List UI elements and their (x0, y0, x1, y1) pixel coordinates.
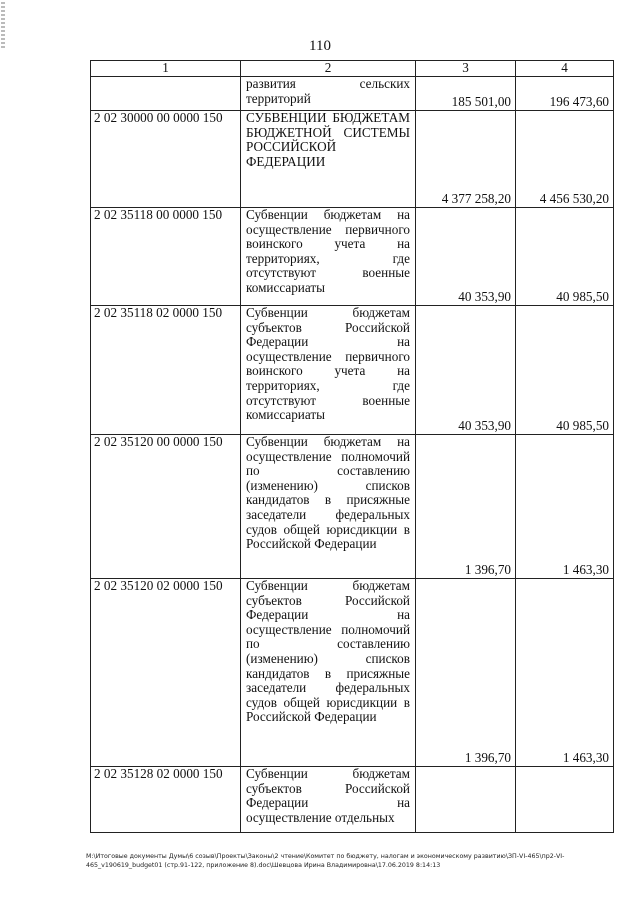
table-row (91, 111, 614, 208)
column-header: 1 (91, 61, 241, 77)
row-name: Субвенции бюджетам субъектов Российской Федерации на осуществление отдельных (241, 767, 416, 833)
table-row (91, 306, 614, 435)
row-code: 2 02 30000 00 0000 150 (91, 111, 241, 208)
row-value-3: 185 501,00 (416, 77, 516, 111)
column-header: 2 (241, 61, 416, 77)
table-row (91, 767, 614, 833)
row-name: СУБВЕНЦИИ БЮДЖЕТАМ БЮДЖЕТНОЙ СИСТЕМЫ РОССИЙСКОЙ ФЕДЕРАЦИИ (241, 111, 416, 208)
row-name: Субвенции бюджетам субъектов Российской Федерации на осуществление первичного воинского учета на территориях, где отсутствуют военные комиссариаты (241, 306, 416, 435)
row-value-3: 4 377 258,20 (416, 111, 516, 208)
row-code: 2 02 35128 02 0000 150 (91, 767, 241, 833)
document-path-footer: M:\Итоговые документы Думы\6 созыв\Проекты\Законы\2 чтение\Комитет по бюджету, налогам и экономическому развитию\ЗП-VI-465\пр2-VI-465_v190619_budget01 (стр.91-122, приложение 8).doc\Шевцова Ирина Владимировна\17.06.2019 8:14:13 (86, 853, 565, 869)
page-number: 110 (309, 38, 331, 54)
row-value-4: 1 463,30 (516, 579, 614, 767)
row-code: 2 02 35120 02 0000 150 (91, 579, 241, 767)
row-value-3: 1 396,70 (416, 579, 516, 767)
row-value-3: 1 396,70 (416, 435, 516, 579)
row-value-4 (516, 767, 614, 833)
column-header: 3 (416, 61, 516, 77)
row-value-4: 1 463,30 (516, 435, 614, 579)
row-value-4: 4 456 530,20 (516, 111, 614, 208)
row-value-3: 40 353,90 (416, 208, 516, 306)
table-row (91, 579, 614, 767)
row-code: 2 02 35118 00 0000 150 (91, 208, 241, 306)
row-value-3: 40 353,90 (416, 306, 516, 435)
row-name: развития сельских территорий (241, 77, 416, 111)
row-code (91, 77, 241, 111)
row-value-4: 40 985,50 (516, 306, 614, 435)
row-name: Субвенции бюджетам на осуществление полномочий по составлению (изменению) списков кандидатов в присяжные заседатели федеральных судов общей юрисдикции в Российской Федерации (241, 435, 416, 579)
row-name: Субвенции бюджетам на осуществление первичного воинского учета на территориях, где отсутствуют военные комиссариаты (241, 208, 416, 306)
row-code: 2 02 35120 00 0000 150 (91, 435, 241, 579)
budget-table (90, 60, 614, 833)
row-name: Субвенции бюджетам субъектов Российской Федерации на осуществление полномочий по составлению (изменению) списков кандидатов в присяжные заседатели федеральных судов общей юрисдикции в Российской Федерации (241, 579, 416, 767)
table-row (91, 208, 614, 306)
row-code: 2 02 35118 02 0000 150 (91, 306, 241, 435)
row-value-4: 196 473,60 (516, 77, 614, 111)
column-header: 4 (516, 61, 614, 77)
table-row (91, 435, 614, 579)
row-value-3 (416, 767, 516, 833)
row-value-4: 40 985,50 (516, 208, 614, 306)
table-header-row (91, 61, 614, 77)
table-row (91, 77, 614, 111)
